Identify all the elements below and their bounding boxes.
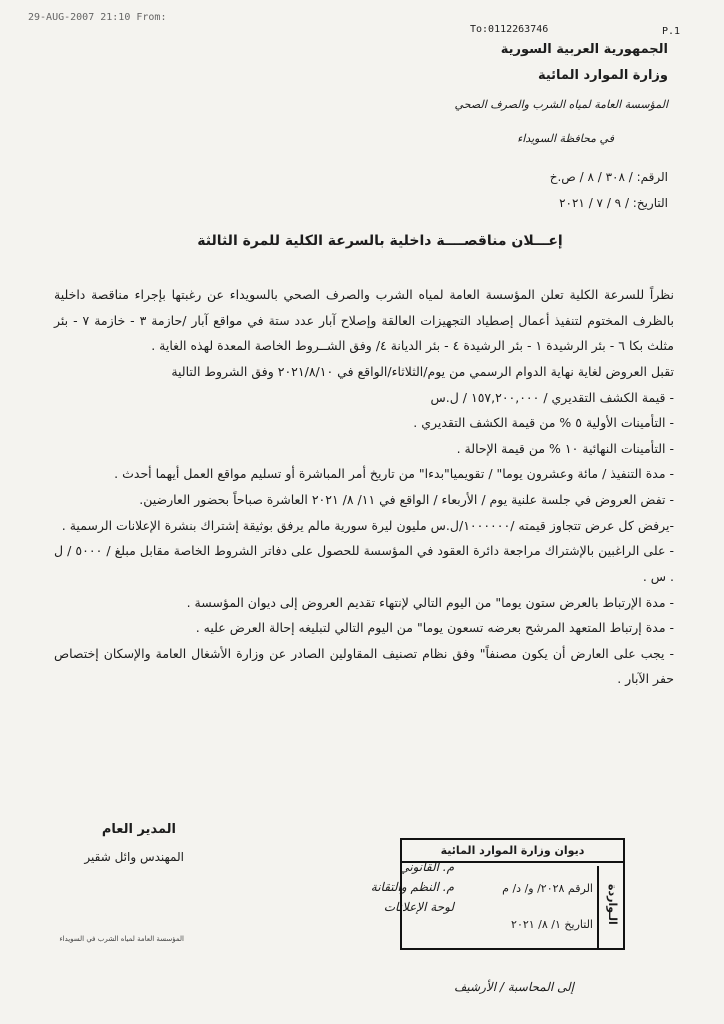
paragraph: -يرفض كل عرض تتجاوز قيمته /١٠٠٠٠٠٠/ل.س مليون ليرة سورية مالم يرفق بوثيقة إشتراك بنشرة الإعلانات الرسمية .	[61, 517, 674, 533]
stamp-header: ديوان وزارة الموارد المائية	[402, 840, 623, 863]
incoming-stamp	[400, 838, 625, 950]
organization-name: المؤسسة العامة لمياه الشرب والصرف الصحي	[454, 98, 668, 111]
stamp-side-label: الـواردة	[606, 884, 619, 925]
reference-number: الرقم: / ٣٠٨ / ٨ / ص.خ	[549, 170, 668, 184]
paragraph: - يجب على العارض أن يكون مصنفاً" وفق نظام تصنيف المقاولين الصادر عن وزارة الأشغال العامة والإسكان إختصاص حفر الآبار .	[54, 645, 674, 687]
fax-page-number: P.1	[662, 26, 681, 37]
document-title: إعـــلان مناقصــــة داخلية بالسرعة الكلية للمرة الثالثة	[197, 233, 563, 249]
stamp-date: التاريخ ١/ ٨/ ٢٠٢١	[511, 918, 593, 931]
handwritten-line: م. القانوني	[399, 860, 454, 874]
signature-stamp-text: المؤسسة العامة لمياه الشرب في السويداء	[59, 935, 184, 943]
paragraph: - على الراغبين بالإشتراك مراجعة دائرة العقود في المؤسسة للحصول على دفاتر الشروط الخاصة مقابل مبلغ / ٥٠٠٠ / ل . س .	[54, 543, 674, 584]
handwritten-line: لوحة الإعلانات	[383, 899, 454, 914]
signature-title: المدير العام	[101, 822, 176, 837]
paragraph: نظراً للسرعة الكلية تعلن المؤسسة العامة لمياه الشرب والصرف الصحي بالسويداء عن رغبتها بإجراء مناقصة داخلية بالظرف المختوم لتنفيذ أعمال إصطياد التجهيزات العالقة وإصلاح آبار عدد ستة في مواقع آبار /حازمة ٣ - خازمة ٧ - بئر مثلث بكا ٦ - بئر الرشيدة ١ - بئر الرشيدة ٤ - بئر الديانة ٤/ وفق الشــروط الخاصة المعدة لهذه الغاية .	[54, 287, 674, 354]
paragraph: - التأمينات الأولية ٥ % من قيمة الكشف التقديري .	[413, 415, 674, 431]
ministry-heading: وزارة الموارد المائية	[537, 68, 668, 83]
paragraph: - مدة إرتباط المتعهد المرشح بعرضه تسعون يوما" من اليوم التالي لتبليغه إحالة العرض عليه .	[195, 620, 674, 636]
paragraph: - مدة الإرتباط بالعرض ستون يوما" من اليوم التالي لإنتهاء تقديم العروض إلى ديوان المؤسسة .	[186, 594, 674, 610]
stamp-side-panel	[597, 866, 623, 948]
signature-name: المهندس وائل شقير	[84, 850, 184, 864]
paragraph: - التأمينات النهائية ١٠ % من قيمة الإحالة .	[456, 440, 674, 456]
stamp-number: الرقم ٢٠٢٨/ و/ د/ م	[502, 882, 593, 895]
republic-heading: الجمهورية العربية السورية	[500, 42, 668, 57]
paragraph: - مدة التنفيذ / مائة وعشرون يوما" / تقويميا"بدءا" من تاريخ أمر المباشرة أو تسليم مواقع العمل أيهما أحدث .	[114, 466, 674, 482]
document-date: التاريخ: / ٩ / ٧ / ٢٠٢١	[559, 196, 668, 210]
handwritten-line: م. النظم والتقانة	[370, 879, 454, 894]
fax-header-to: To:0112263746	[470, 24, 549, 35]
branch-name: في محافظة السويداء	[517, 132, 614, 145]
paragraph: - تفض العروض في جلسة علنية يوم / الأربعاء / الواقع في ١١/ ٨/ ٢٠٢١ العاشرة صباحاً بحضور العارضين.	[139, 492, 674, 507]
announcement-body	[54, 282, 674, 692]
fax-header-from: 29-AUG-2007 21:10 From:	[28, 12, 167, 23]
handwritten-bottom-note: إلى المحاسبة / الأرشيف	[454, 980, 574, 994]
paragraph: تقبل العروض لغاية نهاية الدوام الرسمي من يوم/الثلاثاء/الواقع في ٢٠٢١/٨/١٠ وفق الشروط التالية	[171, 363, 674, 379]
paragraph: - قيمة الكشف التقديري / ١٥٧,٢٠٠,٠٠٠ / ل.س	[430, 389, 674, 405]
